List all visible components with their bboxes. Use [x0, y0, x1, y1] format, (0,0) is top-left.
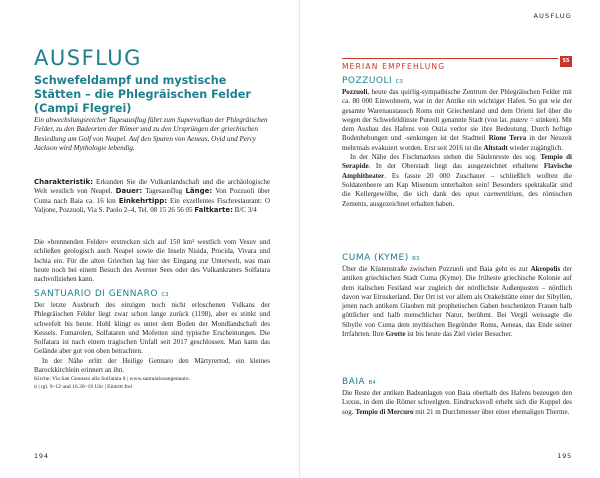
map-ref: C3 [161, 292, 169, 298]
facts-text: B/C 3/4 [232, 205, 257, 214]
bold-term: Flavische Amphitheater [342, 162, 572, 180]
text: mit 21 m Durchmesser über einer ehemaligen Therme. [413, 407, 570, 416]
facts-text: Ein exzellentes Fischrestaurant: O Valjone, Pozzuoli, Via S. Paolo 2–4, Tel. 08 15 26 56 05 [34, 196, 270, 214]
label-einkehrtipp: Einkehrtipp: [118, 196, 168, 205]
map-ref: C3 [395, 79, 403, 85]
label-charakteristik: Charakteristik: [34, 178, 93, 186]
bold-term: Tempio di Serapide [342, 153, 572, 171]
text: der antiken griechischen Stadt Cuma (Kyme). Die früheste griechische Kolonie auf dem italischen Festland war zugleich der nördlichste Außenposten – nördlich davon war Etruskerland. Der Ort ist vor allem als Orakelstätte einer der Sibyllen, jenen nach antikem Glauben mit prophetischen Gaben beschenkten Frauen halb göttlicher und halb menschlicher Natur, berühmt. Bei Vergil weissagte die Sibylle von Cuma dem mythischen Begründer Roms, Aeneas, das Ende seiner Irrfahrten. Ihre [342, 265, 573, 339]
section-body: In der Nähe erlitt der Heilige Gennaro den Märtyrertod, ein kleines Barockkirchlein erinnert an ihn. [34, 356, 270, 375]
section-heading [34, 289, 270, 301]
heading-text: POZZUOLI [342, 76, 393, 86]
right-page [300, 0, 600, 478]
text: Über die Küstenstraße zwischen Pozzuoli und Baia geht es zur [342, 265, 531, 273]
heading-text: SANTUARIO DI GENNARO [34, 289, 158, 299]
text: . Es fasste 20 000 Zuschauer – schließlich wollten die Soldatenheere am Kap Misenum unterhalten sein! Besonders spektakulär sind die Kellergewölbe, die sich dank des [342, 171, 572, 199]
text: in der Neuzeit mehrmals evakuiert worden. Erst seit 2016 ist die [342, 134, 572, 152]
info-line: it | tgl. 9–12 und 16.30–19 Uhr | Eintritt frei [34, 384, 133, 391]
recommendation-rule [342, 58, 558, 59]
text: . In der Oberstadt liegt das ausgezeichnet erhaltene [368, 162, 544, 171]
body-paragraph [34, 238, 270, 284]
page-number-right: 195 [557, 452, 572, 460]
info-line: Kirche: Via San Gennaro alla Solfatara 8 | www.santuariosangennaro. [34, 376, 190, 383]
italic-term: opus caementitium [465, 190, 522, 199]
facts-text: Erkunden Sie die Vulkanlandschaft und die archäologische Welt westlich von Neapel. [34, 178, 270, 196]
section-baia [342, 377, 572, 417]
label-dauer: Dauer: [115, 187, 143, 196]
heading-text: CUMA (KYME) [342, 253, 409, 263]
bold-term: Altstadt [483, 143, 508, 152]
section-heading [342, 76, 572, 88]
merian-label: MERIAN EMPFEHLUNG [342, 62, 446, 71]
bold-term: Grotte [385, 330, 406, 339]
section-santuario [34, 289, 270, 391]
page-number-left: 194 [34, 452, 49, 460]
bold-term: Tempio di Mercuro [355, 407, 414, 416]
text: = stinken). Mit dem Ausbau des Hafens von Ostia verlor sie ihre Bedeutung. Durch heftige Bodenhebungen und -senkungen ist der Stadtteil [342, 115, 572, 143]
text: Die Reste der antiken Badeanlagen von Baia oberhalb des Hafens bezeugen den Luxus, in dem die Römer schwelgten. Eindrucksvoll erhebt sich die Kuppel des sog. [342, 389, 572, 416]
text: ist bis heute das Ziel vieler Besucher. [405, 330, 513, 339]
facts-box [34, 178, 270, 215]
text: In der Nähe des Fischmarktes stehen die Säulenreste des sog. [350, 153, 541, 162]
section-cuma [342, 253, 572, 339]
page-subtitle: Schwefeldampf und mystische Stätten – die Phlegräischen Felder (Campi Flegrei) [34, 74, 251, 115]
section-pozzuoli [342, 76, 572, 209]
facts-text: Von Pozzuoli über Cuma nach Baia ca. 16 km [34, 187, 270, 205]
section-body: Der letzte Ausbruch des einzigen noch nicht erloschenen Vulkans der Phlegräischen Felder liegt zwar schon lange zurück (1198), aber es stinkt und schwefelt bis heute. Hohl klingt es unter dem Boden der Mondlandschaft des Kessels. Fumarolen, Solfataren und Mofetten sind typische Erscheinungen. Die Solfatara ist nach einem tragischen Unfall seit 2017 geschlossen. Man kann das Gelände aber gut von oben betrachten. [34, 301, 270, 356]
label-faltkarte: Faltkarte: [194, 205, 233, 214]
recommendation-flag-icon: 55 [560, 56, 572, 67]
map-ref: B3 [412, 256, 420, 262]
page-title: AUSFLUG [34, 46, 142, 70]
section-heading [342, 377, 572, 389]
text: , heute das quirlig-sympathische Zentrum der Phlegräischen Felder mit ca. 80 000 Einwohnern, war in der Antike ein wichtiger Hafen. So gut wie der gesamte Warenaustausch Roms mit Griechenland und dem Orient lief über die wegen der Schwefeldünste Puteoli genannte Stadt (von lat. [342, 88, 572, 124]
text: , des römischen Zements, ausgezeichnet erhalten haben. [342, 190, 572, 208]
intro-text: Ein abwechslungsreicher Tagesausflug führt zum Supervulkan der Phlegräischen Felder, zu den Badeorten der Römer und zu den Ursprüngen der griechischen Besiedlung am Golf von Neapel. Auf den Spuren von Aeneas, Ovid und Percy Jackson wird Mythologie lebendig. [34, 116, 268, 153]
facts-text: Tagesausflug [142, 187, 186, 196]
label-laenge: Länge: [185, 187, 213, 196]
italic-term: putere [510, 115, 528, 124]
map-ref: B4 [368, 380, 376, 386]
bold-term: Akropolis [530, 265, 561, 273]
running-header: AUSFLUG [533, 12, 572, 20]
bold-term: Rione Terra [488, 134, 527, 143]
bold-term: Pozzuoli [342, 88, 368, 96]
text: wieder zugänglich. [507, 143, 564, 152]
paragraph-text: Die »brennenden Felder« erstrecken sich auf 150 km² westlich vom Vesuv und schließen geologisch auch Neapel sowie die Inseln Nisida, Procida, Vivara und Ischia ein. Für die alten Griechen lag hier der Eingang zur Unterwelt, was man heute noch bei einem Besuch des Averner Sees oder des Vulkankraters Solfatara nachvollziehen kann. [34, 238, 270, 284]
heading-text: BAIA [342, 377, 366, 387]
section-heading [342, 253, 572, 265]
